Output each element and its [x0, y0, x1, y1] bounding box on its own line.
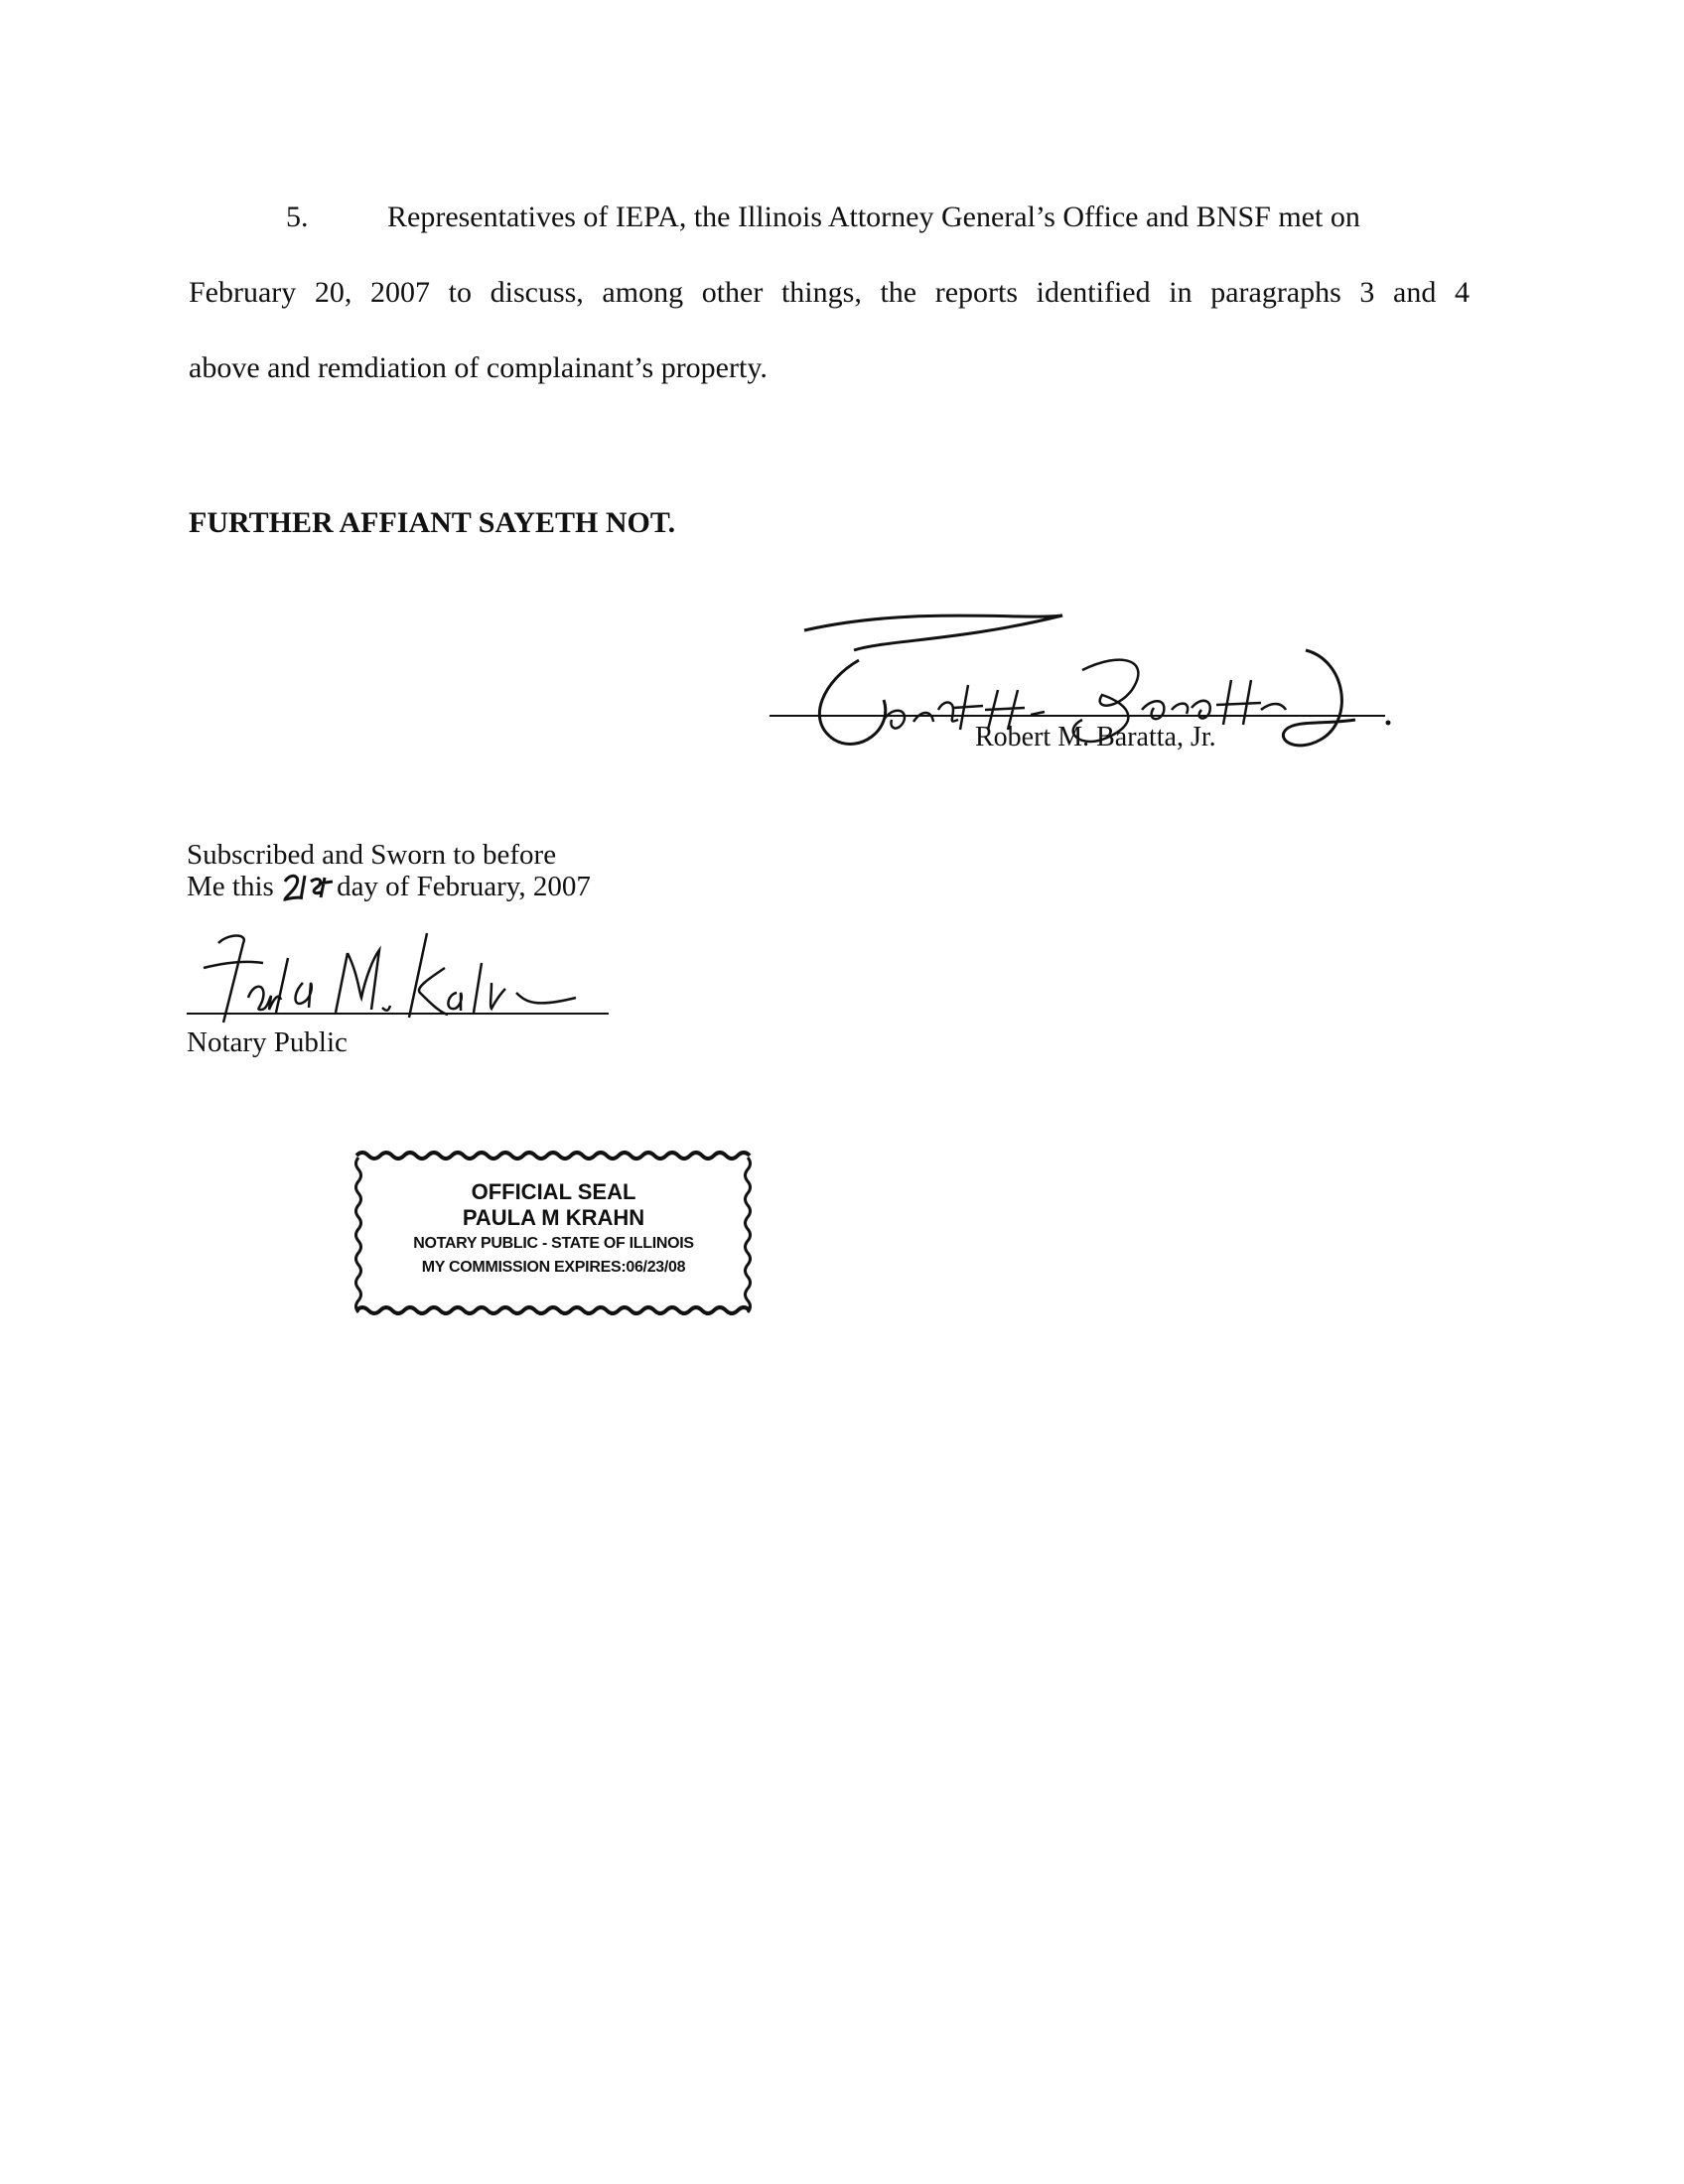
paragraph-number: 5. — [286, 201, 309, 233]
paragraph-line-2: February 20, 2007 to discuss, among other things, the reports identified in paragraphs 3 and 4 — [189, 276, 1470, 309]
seal-jurisdiction: NOTARY PUBLIC - STATE OF ILLINOIS — [413, 1235, 694, 1252]
jurat-suffix: day of February, 2007 — [337, 871, 591, 902]
notary-signature-line — [187, 1013, 609, 1015]
official-seal — [352, 1150, 755, 1316]
jurat — [187, 839, 591, 902]
notary-public-label: Notary Public — [187, 1026, 348, 1058]
closing-statement: FURTHER AFFIANT SAYETH NOT. — [189, 506, 676, 539]
paragraph-line-1: Representatives of IEPA, the Illinois Attorney General’s Office and BNSF met on — [387, 201, 1360, 233]
paragraph-line-3: above and remdiation of complainant’s property. — [189, 351, 768, 384]
jurat-line-2 — [187, 871, 591, 902]
affiant-signature-line — [770, 715, 1385, 717]
seal-name: PAULA M KRAHN — [462, 1205, 645, 1230]
affiant-printed-name: Robert M. Baratta, Jr. — [975, 722, 1216, 752]
seal-expiration: MY COMMISSION EXPIRES:06/23/08 — [421, 1259, 686, 1276]
notary-signature — [189, 923, 606, 1032]
jurat-prefix: Me this — [187, 871, 274, 902]
seal-title: OFFICIAL SEAL — [471, 1179, 636, 1204]
handwritten-day — [281, 872, 337, 901]
seal-border — [352, 1150, 755, 1316]
jurat-line-1: Subscribed and Sworn to before — [187, 839, 557, 871]
